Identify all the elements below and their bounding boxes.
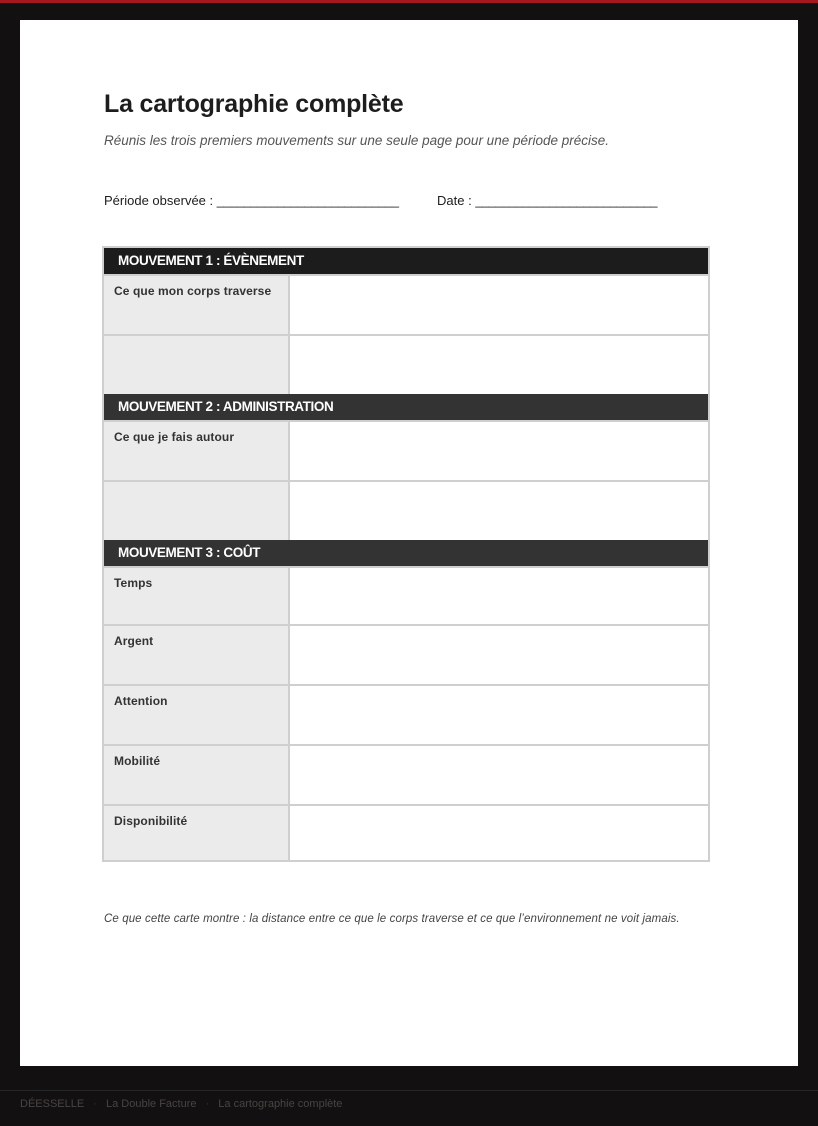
top-accent-bar [0, 0, 818, 3]
page-title: La cartographie complète [104, 90, 404, 118]
writing-cell[interactable] [290, 686, 708, 744]
writing-cell[interactable] [290, 482, 708, 540]
writing-cell[interactable] [290, 626, 708, 684]
writing-cell[interactable] [290, 806, 708, 860]
writing-cell[interactable] [290, 422, 708, 480]
row-label: Argent [104, 626, 290, 684]
section-heading-mouvement-2: MOUVEMENT 2 : ADMINISTRATION [104, 394, 708, 420]
date-label: Date : [437, 193, 472, 208]
writing-cell[interactable] [290, 276, 708, 334]
row-label: Attention [104, 686, 290, 744]
row-label [104, 336, 290, 394]
table-row [104, 744, 708, 804]
footer-separator: · [205, 1098, 210, 1110]
writing-cell[interactable] [290, 336, 708, 394]
footer-book-title: La Double Facture [106, 1098, 197, 1110]
date-field[interactable] [437, 193, 657, 208]
row-label [104, 482, 290, 540]
table-row [104, 480, 708, 540]
table-row [104, 804, 708, 860]
page-subtitle: Réunis les trois premiers mouvements sur une seule page pour une période précise. [104, 133, 610, 148]
writing-cell[interactable] [290, 746, 708, 804]
table-row [104, 274, 708, 334]
row-label: Disponibilité [104, 806, 290, 860]
row-label: Temps [104, 568, 290, 624]
footer-separator: · [93, 1098, 97, 1110]
footer-divider [0, 1090, 818, 1091]
section-heading-mouvement-1: MOUVEMENT 1 : ÉVÈNEMENT [104, 248, 708, 274]
table-row [104, 566, 708, 624]
period-field[interactable] [104, 193, 398, 208]
writing-cell[interactable] [290, 568, 708, 624]
footer-brand: DÉESSELLE [20, 1098, 85, 1110]
section-heading-mouvement-3: MOUVEMENT 3 : COÛT [104, 540, 708, 566]
mapping-table [102, 246, 710, 862]
date-line[interactable]: ___________________________ [475, 193, 658, 208]
closing-note: Ce que cette carte montre : la distance entre ce que le corps traverse et ce que l’environnement ne voit jamais. [104, 913, 680, 925]
period-label: Période observée : [104, 193, 214, 208]
table-row [104, 334, 708, 394]
footer-breadcrumb [20, 1098, 342, 1110]
table-row [104, 420, 708, 480]
table-row [104, 684, 708, 744]
row-label: Ce que je fais autour [104, 422, 290, 480]
row-label: Ce que mon corps traverse [104, 276, 290, 334]
row-label: Mobilité [104, 746, 290, 804]
period-line[interactable]: ___________________________ [216, 193, 399, 208]
footer-page-title: La cartographie complète [218, 1098, 343, 1110]
table-row [104, 624, 708, 684]
worksheet-page [20, 20, 798, 1066]
